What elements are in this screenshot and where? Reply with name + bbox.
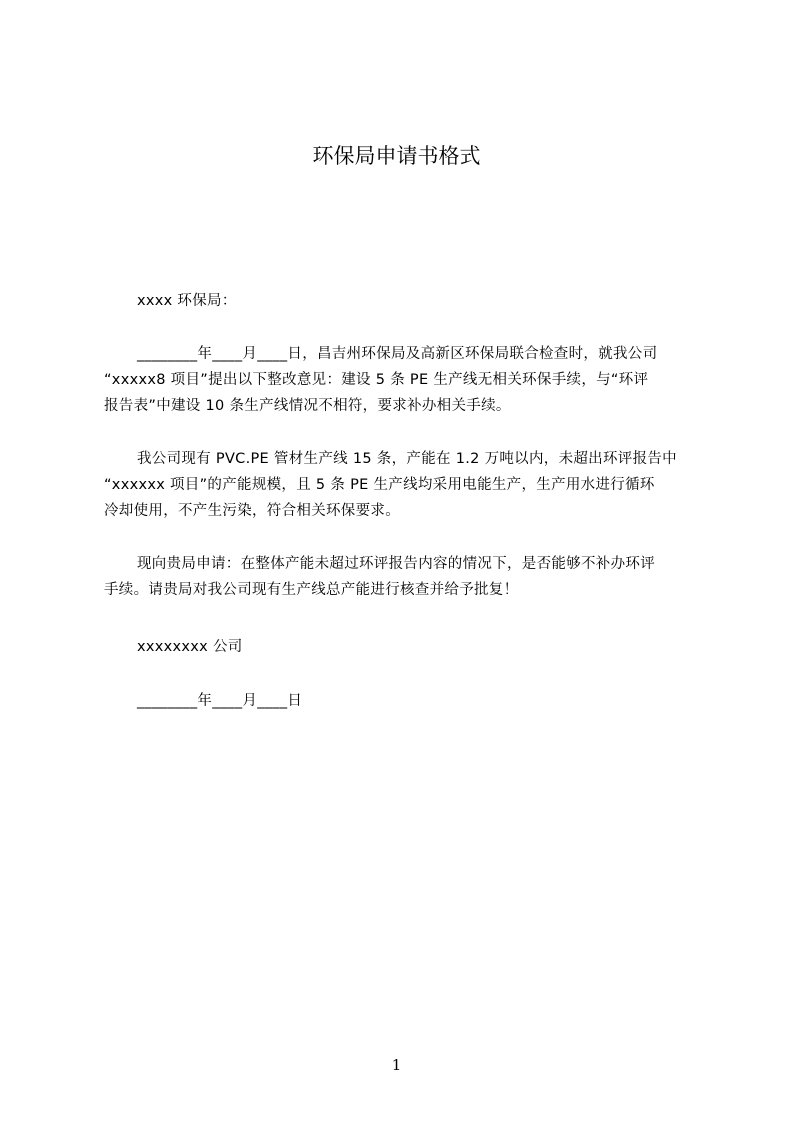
paragraph-3-line-2: 手续。请贵局对我公司现有生产线总产能进行核查并给予批复！ — [104, 582, 519, 598]
document-title: 环保局申请书格式 — [312, 144, 481, 168]
signature-date: ________年____月____日 — [137, 693, 303, 709]
paragraph-3-line-1: 现向贵局申请：在整体产能未超过环评报告内容的情况下，是否能够不补办环评 — [137, 556, 655, 572]
paragraph-1-line-2: “xxxxx8 项目”提出以下整改意见：建设 5 条 PE 生产线无相关环保手续，与“环评 — [104, 372, 649, 388]
paragraph-2-line-3: 冷却使用，不产生污染，符合相关环保要求。 — [104, 503, 400, 519]
paragraph-2-line-1: 我公司现有 PVC.PE 管材生产线 15 条，产能在 1.2 万吨以内，未超出环评报告中 — [137, 451, 677, 467]
paragraph-2-line-2: “xxxxxx 项目”的产能规模，且 5 条 PE 生产线均采用电能生产，生产用水进行循环 — [104, 477, 655, 493]
signature-company: xxxxxxxx 公司 — [137, 639, 243, 655]
paragraph-1-line-1: ________年____月____日，昌吉州环保局及高新区环保局联合检查时，就我公司 — [137, 346, 658, 362]
page-number: 1 — [391, 1056, 402, 1074]
salutation: xxxx 环保局： — [137, 293, 237, 309]
paragraph-1-line-3: 报告表”中建设 10 条生产线情况不相符，要求补办相关手续。 — [104, 398, 511, 414]
